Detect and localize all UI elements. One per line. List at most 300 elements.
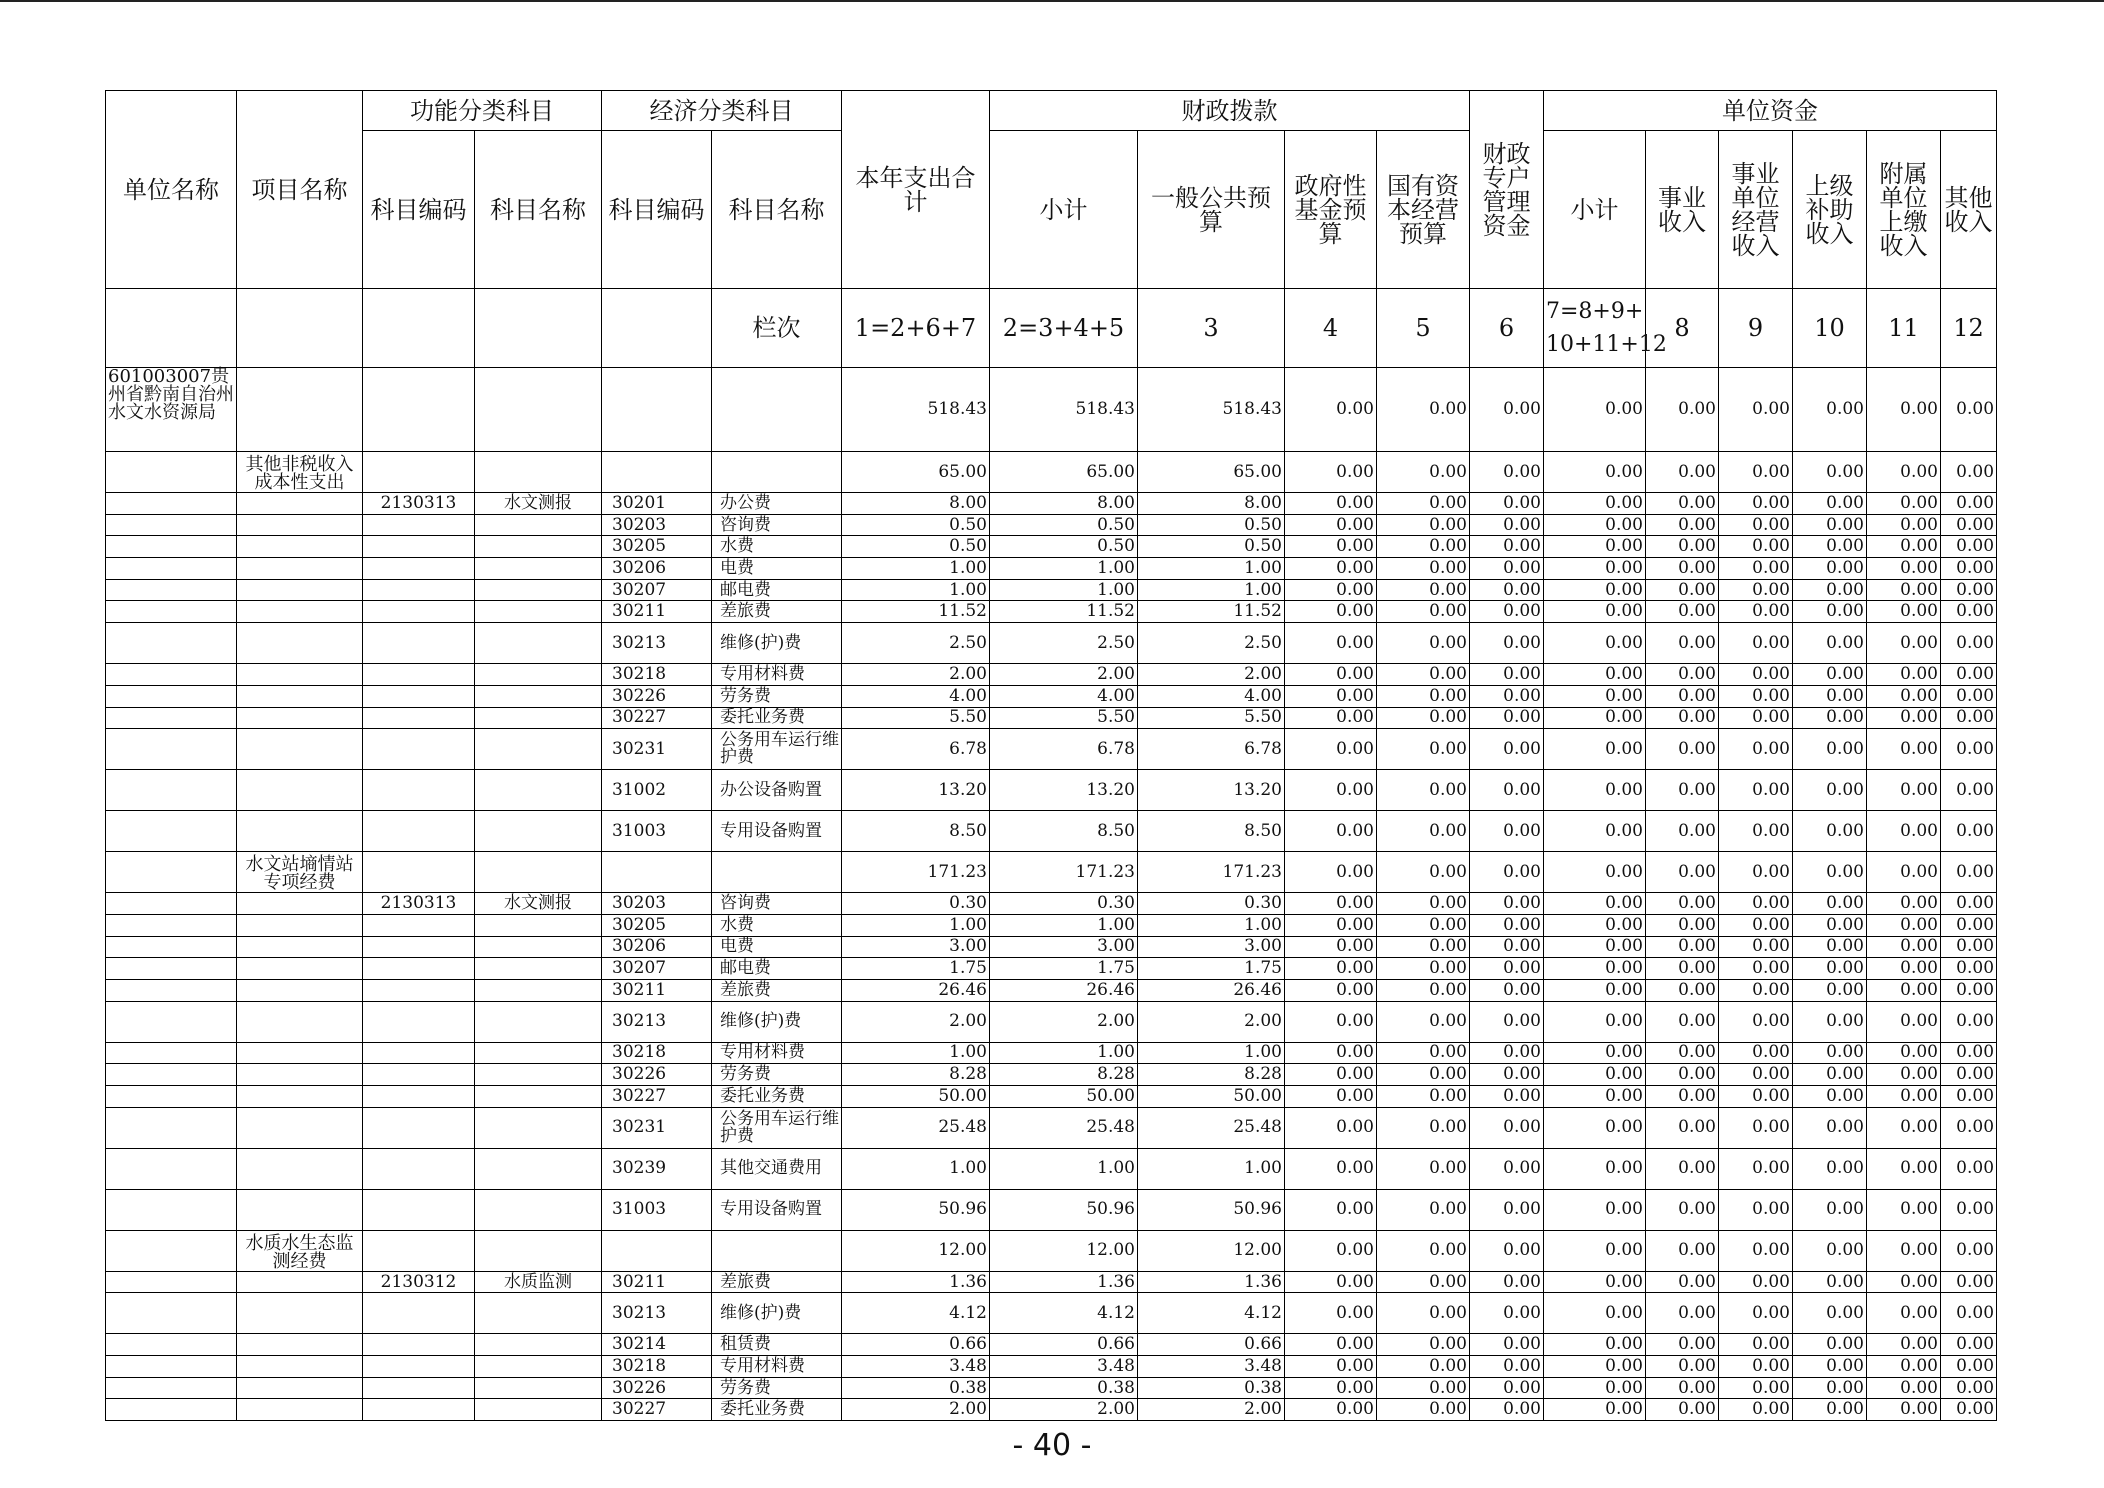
zero-cell: 0.00 [1867, 914, 1941, 936]
zero-cell: 0.00 [1941, 558, 1997, 580]
empty-cell [363, 1001, 475, 1042]
zero-cell: 0.00 [1867, 368, 1941, 452]
zero-cell: 0.00 [1544, 664, 1646, 686]
zero-cell: 0.00 [1941, 1271, 1997, 1293]
zero-cell: 0.00 [1377, 1107, 1470, 1148]
zero-cell: 0.00 [1470, 514, 1544, 536]
zero-cell: 0.00 [1793, 664, 1867, 686]
zero-cell: 0.00 [1285, 1001, 1377, 1042]
item-fiscal-subtotal: 26.46 [990, 979, 1138, 1001]
item-total: 1.00 [842, 579, 990, 601]
colnum-6: 6 [1470, 289, 1544, 368]
zero-cell: 0.00 [1544, 536, 1646, 558]
empty-cell [712, 368, 842, 452]
empty-cell [237, 979, 363, 1001]
func-code: 2130312 [363, 1271, 475, 1293]
item-general-budget: 1.00 [1138, 914, 1285, 936]
zero-cell: 0.00 [1793, 536, 1867, 558]
line-item-row [106, 558, 1997, 580]
zero-cell: 0.00 [1793, 514, 1867, 536]
zero-cell: 0.00 [1646, 1148, 1719, 1189]
econ-code: 30205 [602, 536, 712, 558]
zero-cell: 0.00 [1793, 1042, 1867, 1064]
zero-cell: 0.00 [1646, 1064, 1719, 1086]
econ-code: 30213 [602, 623, 712, 664]
item-fiscal-subtotal: 4.12 [990, 1293, 1138, 1334]
zero-cell: 0.00 [1793, 1377, 1867, 1399]
zero-cell: 0.00 [1719, 685, 1793, 707]
line-item-row [106, 1107, 1997, 1148]
empty-cell [363, 536, 475, 558]
empty-cell [237, 536, 363, 558]
zero-cell: 0.00 [1941, 707, 1997, 729]
zero-cell: 0.00 [1719, 1064, 1793, 1086]
colnum-3: 3 [1138, 289, 1285, 368]
item-general-budget: 8.50 [1138, 811, 1285, 852]
zero-cell: 0.00 [1544, 514, 1646, 536]
zero-cell: 0.00 [1470, 1230, 1544, 1271]
zero-cell: 0.00 [1544, 1001, 1646, 1042]
empty-cell [106, 1148, 237, 1189]
econ-name: 公务用车运行维护费 [712, 1107, 842, 1148]
colnum-11: 11 [1867, 289, 1941, 368]
empty-cell [475, 852, 602, 893]
empty-cell [475, 452, 602, 493]
zero-cell: 0.00 [1285, 536, 1377, 558]
econ-name: 维修(护)费 [712, 1293, 842, 1334]
zero-cell: 0.00 [1377, 601, 1470, 623]
empty-cell [475, 1293, 602, 1334]
item-fiscal-subtotal: 2.50 [990, 623, 1138, 664]
econ-name: 水费 [712, 914, 842, 936]
zero-cell: 0.00 [1867, 1189, 1941, 1230]
colnum-12: 12 [1941, 289, 1997, 368]
item-general-budget: 2.00 [1138, 1399, 1285, 1421]
zero-cell: 0.00 [1377, 811, 1470, 852]
zero-cell: 0.00 [1377, 914, 1470, 936]
item-general-budget: 0.38 [1138, 1377, 1285, 1399]
header-func-code: 科目编码 [363, 131, 475, 289]
zero-cell: 0.00 [1285, 770, 1377, 811]
zero-cell: 0.00 [1285, 1377, 1377, 1399]
zero-cell: 0.00 [1377, 664, 1470, 686]
empty-cell [475, 1042, 602, 1064]
zero-cell: 0.00 [1646, 811, 1719, 852]
empty-cell [106, 979, 237, 1001]
econ-code: 30201 [602, 493, 712, 515]
empty-cell [475, 958, 602, 980]
empty-cell [475, 1189, 602, 1230]
zero-cell: 0.00 [1646, 1189, 1719, 1230]
header-other-income: 其他收入 [1941, 131, 1997, 289]
econ-name: 维修(护)费 [712, 623, 842, 664]
item-fiscal-subtotal: 1.00 [990, 1148, 1138, 1189]
zero-cell: 0.00 [1719, 852, 1793, 893]
zero-cell: 0.00 [1470, 664, 1544, 686]
zero-cell: 0.00 [1470, 1271, 1544, 1293]
item-general-budget: 1.00 [1138, 1042, 1285, 1064]
zero-cell: 0.00 [1377, 1356, 1470, 1378]
zero-cell: 0.00 [1793, 368, 1867, 452]
zero-cell: 0.00 [1544, 958, 1646, 980]
zero-cell: 0.00 [1867, 1356, 1941, 1378]
econ-name: 电费 [712, 936, 842, 958]
zero-cell: 0.00 [1544, 1148, 1646, 1189]
budget-table [105, 90, 1997, 1421]
zero-cell: 0.00 [1544, 852, 1646, 893]
zero-cell: 0.00 [1793, 1189, 1867, 1230]
project-total: 12.00 [842, 1230, 990, 1271]
empty-cell [602, 852, 712, 893]
empty-cell [237, 493, 363, 515]
empty-cell [475, 1001, 602, 1042]
zero-cell: 0.00 [1544, 936, 1646, 958]
zero-cell: 0.00 [1941, 852, 1997, 893]
zero-cell: 0.00 [1470, 493, 1544, 515]
zero-cell: 0.00 [1867, 1107, 1941, 1148]
zero-cell: 0.00 [1377, 958, 1470, 980]
empty-cell [602, 368, 712, 452]
empty-cell [475, 685, 602, 707]
zero-cell: 0.00 [1470, 558, 1544, 580]
header-state-capital: 国有资本经营预算 [1377, 131, 1470, 289]
zero-cell: 0.00 [1377, 1377, 1470, 1399]
empty-cell [237, 729, 363, 770]
line-item-row [106, 1189, 1997, 1230]
zero-cell: 0.00 [1867, 1064, 1941, 1086]
item-total: 26.46 [842, 979, 990, 1001]
zero-cell: 0.00 [1646, 893, 1719, 915]
econ-code: 30206 [602, 936, 712, 958]
econ-code: 30226 [602, 685, 712, 707]
empty-cell [237, 1148, 363, 1189]
econ-name: 委托业务费 [712, 1399, 842, 1421]
empty-cell [475, 1148, 602, 1189]
empty-cell [602, 452, 712, 493]
func-name: 水质监测 [475, 1271, 602, 1293]
zero-cell: 0.00 [1941, 1230, 1997, 1271]
item-general-budget: 0.30 [1138, 893, 1285, 915]
empty-cell [475, 1334, 602, 1356]
zero-cell: 0.00 [1719, 452, 1793, 493]
zero-cell: 0.00 [1544, 1107, 1646, 1148]
line-item-row [106, 1377, 1997, 1399]
zero-cell: 0.00 [1793, 579, 1867, 601]
zero-cell: 0.00 [1941, 893, 1997, 915]
zero-cell: 0.00 [1793, 1399, 1867, 1421]
empty-cell [363, 664, 475, 686]
zero-cell: 0.00 [1470, 979, 1544, 1001]
zero-cell: 0.00 [1544, 368, 1646, 452]
zero-cell: 0.00 [1719, 1107, 1793, 1148]
zero-cell: 0.00 [1719, 368, 1793, 452]
line-item-row [106, 493, 1997, 515]
empty-cell [363, 1334, 475, 1356]
zero-cell: 0.00 [1793, 979, 1867, 1001]
item-total: 1.00 [842, 914, 990, 936]
zero-cell: 0.00 [1377, 1399, 1470, 1421]
zero-cell: 0.00 [1793, 707, 1867, 729]
zero-cell: 0.00 [1285, 958, 1377, 980]
empty-cell [106, 536, 237, 558]
item-total: 8.28 [842, 1064, 990, 1086]
zero-cell: 0.00 [1867, 452, 1941, 493]
empty-cell [237, 368, 363, 452]
zero-cell: 0.00 [1793, 770, 1867, 811]
header-business-income: 事业单位经营收入 [1719, 131, 1793, 289]
econ-code: 30211 [602, 1271, 712, 1293]
empty-cell [475, 514, 602, 536]
empty-cell [106, 893, 237, 915]
empty-cell [237, 601, 363, 623]
zero-cell: 0.00 [1867, 664, 1941, 686]
econ-code: 30226 [602, 1377, 712, 1399]
zero-cell: 0.00 [1646, 1001, 1719, 1042]
zero-cell: 0.00 [1285, 1064, 1377, 1086]
zero-cell: 0.00 [1719, 1271, 1793, 1293]
header-total: 本年支出合计 [842, 91, 990, 289]
empty-cell [475, 623, 602, 664]
empty-cell [475, 707, 602, 729]
empty-cell [712, 1230, 842, 1271]
item-fiscal-subtotal: 1.00 [990, 1042, 1138, 1064]
colnum-blank [237, 289, 363, 368]
item-general-budget: 0.50 [1138, 536, 1285, 558]
zero-cell: 0.00 [1377, 979, 1470, 1001]
econ-name: 其他交通费用 [712, 1148, 842, 1189]
econ-code: 30239 [602, 1148, 712, 1189]
econ-code: 31003 [602, 811, 712, 852]
zero-cell: 0.00 [1867, 579, 1941, 601]
line-item-row [106, 1001, 1997, 1042]
zero-cell: 0.00 [1646, 1356, 1719, 1378]
zero-cell: 0.00 [1719, 558, 1793, 580]
empty-cell [237, 893, 363, 915]
econ-name: 办公费 [712, 493, 842, 515]
zero-cell: 0.00 [1285, 1107, 1377, 1148]
zero-cell: 0.00 [1544, 1399, 1646, 1421]
zero-cell: 0.00 [1793, 558, 1867, 580]
item-fiscal-subtotal: 0.38 [990, 1377, 1138, 1399]
line-item-row [106, 958, 1997, 980]
item-fiscal-subtotal: 0.50 [990, 536, 1138, 558]
zero-cell: 0.00 [1544, 979, 1646, 1001]
zero-cell: 0.00 [1377, 452, 1470, 493]
zero-cell: 0.00 [1285, 1399, 1377, 1421]
zero-cell: 0.00 [1470, 1064, 1544, 1086]
zero-cell: 0.00 [1867, 958, 1941, 980]
project-fiscal-subtotal: 65.00 [990, 452, 1138, 493]
econ-name: 专用设备购置 [712, 811, 842, 852]
empty-cell [475, 601, 602, 623]
line-item-row [106, 601, 1997, 623]
zero-cell: 0.00 [1285, 1086, 1377, 1108]
zero-cell: 0.00 [1793, 1064, 1867, 1086]
line-item-row [106, 770, 1997, 811]
item-total: 2.50 [842, 623, 990, 664]
empty-cell [106, 1001, 237, 1042]
header-superior-subsidy: 上级补助收入 [1793, 131, 1867, 289]
zero-cell: 0.00 [1544, 623, 1646, 664]
zero-cell: 0.00 [1470, 1189, 1544, 1230]
item-total: 5.50 [842, 707, 990, 729]
empty-cell [363, 979, 475, 1001]
zero-cell: 0.00 [1941, 1356, 1997, 1378]
zero-cell: 0.00 [1793, 1293, 1867, 1334]
econ-code: 30214 [602, 1334, 712, 1356]
empty-cell [475, 979, 602, 1001]
zero-cell: 0.00 [1646, 1230, 1719, 1271]
empty-cell [106, 664, 237, 686]
zero-cell: 0.00 [1867, 1086, 1941, 1108]
colnum-blank [602, 289, 712, 368]
zero-cell: 0.00 [1719, 958, 1793, 980]
zero-cell: 0.00 [1867, 707, 1941, 729]
line-item-row [106, 1271, 1997, 1293]
zero-cell: 0.00 [1646, 579, 1719, 601]
project-name: 其他非税收入成本性支出 [237, 452, 363, 493]
empty-cell [363, 1356, 475, 1378]
econ-name: 专用设备购置 [712, 1189, 842, 1230]
item-general-budget: 8.00 [1138, 493, 1285, 515]
empty-cell [237, 1399, 363, 1421]
zero-cell: 0.00 [1544, 1377, 1646, 1399]
header-unit-subtotal: 小计 [1544, 131, 1646, 289]
zero-cell: 0.00 [1285, 1042, 1377, 1064]
zero-cell: 0.00 [1544, 685, 1646, 707]
zero-cell: 0.00 [1377, 623, 1470, 664]
colnum-10: 10 [1793, 289, 1867, 368]
item-fiscal-subtotal: 25.48 [990, 1107, 1138, 1148]
budget-table-body [106, 368, 1997, 1421]
empty-cell [363, 1107, 475, 1148]
zero-cell: 0.00 [1867, 1148, 1941, 1189]
line-item-row [106, 914, 1997, 936]
zero-cell: 0.00 [1544, 1189, 1646, 1230]
zero-cell: 0.00 [1867, 729, 1941, 770]
empty-cell [363, 1086, 475, 1108]
zero-cell: 0.00 [1377, 893, 1470, 915]
econ-code: 30207 [602, 958, 712, 980]
zero-cell: 0.00 [1646, 1042, 1719, 1064]
econ-name: 差旅费 [712, 1271, 842, 1293]
zero-cell: 0.00 [1793, 1107, 1867, 1148]
zero-cell: 0.00 [1470, 770, 1544, 811]
item-fiscal-subtotal: 0.66 [990, 1334, 1138, 1356]
item-fiscal-subtotal: 1.36 [990, 1271, 1138, 1293]
empty-cell [106, 811, 237, 852]
empty-cell [237, 579, 363, 601]
zero-cell: 0.00 [1285, 811, 1377, 852]
zero-cell: 0.00 [1941, 936, 1997, 958]
empty-cell [475, 1064, 602, 1086]
item-total: 1.00 [842, 1042, 990, 1064]
item-general-budget: 2.00 [1138, 664, 1285, 686]
zero-cell: 0.00 [1941, 1107, 1997, 1148]
zero-cell: 0.00 [1941, 1064, 1997, 1086]
econ-name: 水费 [712, 536, 842, 558]
zero-cell: 0.00 [1719, 493, 1793, 515]
item-fiscal-subtotal: 6.78 [990, 729, 1138, 770]
project-total: 171.23 [842, 852, 990, 893]
zero-cell: 0.00 [1285, 558, 1377, 580]
item-fiscal-subtotal: 2.00 [990, 1001, 1138, 1042]
item-general-budget: 13.20 [1138, 770, 1285, 811]
zero-cell: 0.00 [1377, 558, 1470, 580]
empty-cell [237, 685, 363, 707]
item-fiscal-subtotal: 2.00 [990, 664, 1138, 686]
project-row [106, 852, 1997, 893]
zero-cell: 0.00 [1941, 1001, 1997, 1042]
empty-cell [106, 707, 237, 729]
empty-cell [363, 770, 475, 811]
empty-cell [237, 707, 363, 729]
zero-cell: 0.00 [1377, 1230, 1470, 1271]
econ-name: 专用材料费 [712, 664, 842, 686]
empty-cell [363, 514, 475, 536]
zero-cell: 0.00 [1867, 936, 1941, 958]
item-general-budget: 1.00 [1138, 1148, 1285, 1189]
zero-cell: 0.00 [1646, 514, 1719, 536]
item-total: 2.00 [842, 1399, 990, 1421]
econ-code: 30227 [602, 707, 712, 729]
zero-cell: 0.00 [1719, 1230, 1793, 1271]
header-econ-name: 科目名称 [712, 131, 842, 289]
zero-cell: 0.00 [1719, 1086, 1793, 1108]
econ-name: 公务用车运行维护费 [712, 729, 842, 770]
line-item-row [106, 1356, 1997, 1378]
zero-cell: 0.00 [1867, 893, 1941, 915]
zero-cell: 0.00 [1377, 1148, 1470, 1189]
empty-cell [106, 852, 237, 893]
zero-cell: 0.00 [1719, 1148, 1793, 1189]
item-general-budget: 3.00 [1138, 936, 1285, 958]
item-total: 1.00 [842, 1148, 990, 1189]
zero-cell: 0.00 [1544, 493, 1646, 515]
item-total: 50.96 [842, 1189, 990, 1230]
zero-cell: 0.00 [1793, 493, 1867, 515]
item-general-budget: 6.78 [1138, 729, 1285, 770]
line-item-row [106, 893, 1997, 915]
zero-cell: 0.00 [1719, 914, 1793, 936]
zero-cell: 0.00 [1470, 1042, 1544, 1064]
zero-cell: 0.00 [1941, 1377, 1997, 1399]
unit-fiscal-subtotal: 518.43 [990, 368, 1138, 452]
item-general-budget: 0.66 [1138, 1334, 1285, 1356]
header-affiliate-income: 附属单位上缴收入 [1867, 131, 1941, 289]
zero-cell: 0.00 [1719, 811, 1793, 852]
zero-cell: 0.00 [1377, 1334, 1470, 1356]
colnum-5: 5 [1377, 289, 1470, 368]
econ-name: 差旅费 [712, 979, 842, 1001]
zero-cell: 0.00 [1719, 664, 1793, 686]
item-total: 0.50 [842, 536, 990, 558]
item-fiscal-subtotal: 1.00 [990, 914, 1138, 936]
zero-cell: 0.00 [1793, 914, 1867, 936]
empty-cell [363, 558, 475, 580]
zero-cell: 0.00 [1867, 770, 1941, 811]
zero-cell: 0.00 [1470, 1107, 1544, 1148]
item-fiscal-subtotal: 50.00 [990, 1086, 1138, 1108]
empty-cell [237, 1334, 363, 1356]
colnum-label: 栏次 [712, 289, 842, 368]
zero-cell: 0.00 [1646, 1334, 1719, 1356]
colnum-7-line1: 7=8+9+ [1546, 299, 1644, 324]
zero-cell: 0.00 [1867, 493, 1941, 515]
zero-cell: 0.00 [1719, 893, 1793, 915]
zero-cell: 0.00 [1867, 979, 1941, 1001]
empty-cell [475, 811, 602, 852]
